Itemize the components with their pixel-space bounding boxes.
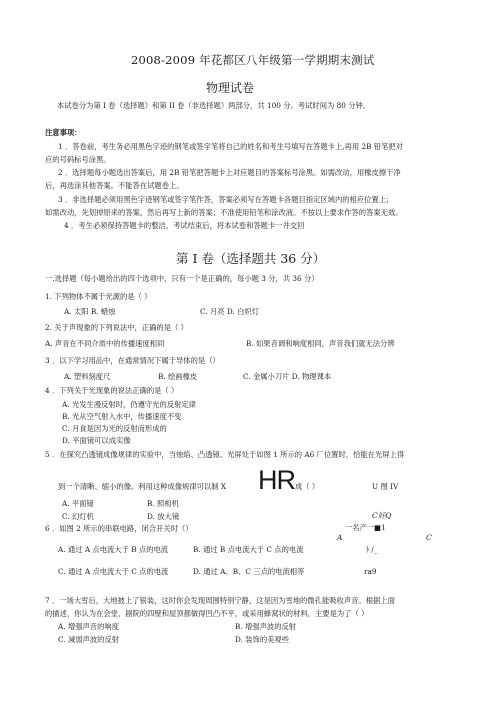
note-1-line-2: 应的号码标号涂黑。: [45, 155, 111, 164]
q4-option-c: C. 月食是因为光的反射而形成的: [62, 424, 167, 433]
q5-figure-label: U 图 IV: [372, 482, 399, 491]
q5-figure-text: C好Q: [372, 511, 392, 520]
q6-option-b: B. 通过 B 点电流大于 C 点的电流: [193, 545, 304, 554]
exam-subtitle: 物理试卷: [206, 81, 255, 95]
part-1-heading: 第 I 卷（选择题共 36 分）: [176, 251, 326, 266]
q3-option-b: B. 绘画橡皮: [158, 372, 198, 381]
q5-option-a: A. 平面镜: [62, 499, 94, 508]
q7-option-d: D. 装饰的美观些: [235, 635, 290, 644]
q7-stem-line-2: 的描述，你认为在会堂、剧院的四壁和屋顶都做得凹凸不平，或采用蜂窝状的材料，主要是为了（ ）: [45, 609, 369, 618]
q5-option-d: D. 放大镜: [147, 512, 180, 521]
q2-option-b: B. 如果音调和响度相同，声音我们就无法分辨: [246, 339, 395, 348]
q6-figure-point-a: A: [337, 533, 343, 542]
note-3-line-2: 如需改动，先划掉原来的答案，然后再写上新的答案；不准使用铅笔和涂改液。不按以上要求作答的答案无效。: [45, 208, 403, 217]
q2-stem: 2. 关于声现象的下列说法中，正确的是（ ）: [45, 323, 188, 332]
q4-option-b: B. 光从空气射入水中，传播速度不变: [62, 412, 182, 421]
q7-stem: 7 ．一场大雪后，大地披上了银装，这时你会发现周围特别宁静，这是因为雪地的微孔能吸收声音。根据上面: [45, 596, 395, 605]
q6-figure-caption: ra9: [364, 567, 377, 576]
q3-option-cd: C. 金属小刀片 D. 物理课本: [243, 372, 332, 381]
q5-option-b: B. 照相机: [147, 499, 179, 508]
q7-option-a: A. 增强声音的响度: [58, 622, 119, 631]
q5-stem-line-2: 到一个清晰、缩小的像。利用这种成像规律可以制 X: [58, 482, 227, 491]
q1-options-cd: C. 月亮 D. 白炽灯: [200, 307, 259, 316]
q2-option-a: A. 声音在不同介质中的传播速度相同: [45, 339, 165, 348]
exam-intro: 本试卷分为第 I 卷（选择题）和第 II 卷（非选择题）两部分，共 100 分。考试时间为 80 分钟。: [57, 101, 371, 110]
q6-option-d: D. 通过 A、B、C 三点的电流相等: [193, 567, 305, 576]
q1-stem: 1. 下列物体不属于光源的是（ ）: [45, 292, 152, 301]
note-2-line-1: 2 ．选择题每小题选出答案后，用 2B 铅笔把答题卡上对应题目的答案标号涂黑。如需改动，用橡皮擦干净: [58, 168, 401, 177]
q1-options-ab: A. 太阳 B. 蜡烛: [64, 307, 116, 316]
note-2-line-2: 后，再选涂其他答案。不能答在试题卷上。: [45, 181, 184, 190]
q5-option-c: C. 幻灯机: [62, 512, 94, 521]
section-instruction: 一.选择题（每小题给出的四个选项中，只有一个是正确的，每小题 3 分，共 36 分）: [45, 274, 319, 283]
q4-option-d: D. 平面镜可以成实像: [62, 436, 131, 445]
note-4: 4 ．考生必须保持答题卡的整洁，考试结束后，将本试卷和答题卡一并交回: [64, 221, 305, 230]
q7-option-c: C. 减弱声波的反射: [58, 635, 120, 644]
q6-figure-label: 一名产一■1: [345, 523, 386, 532]
q6-figure-point-c: C: [426, 533, 432, 542]
q7-option-b: B. 增强声波的反射: [235, 622, 297, 631]
q4-option-a: A. 光发生漫反射时，仍遵守光的反射定律: [62, 400, 196, 409]
q5-ocr-artifact: HR: [258, 465, 295, 495]
note-1-line-1: 1 ．答卷前，考生务必用黑色字迹的钢笔或签字笔将自己的姓名和考生号填写在答题卡上,再用 2B 铅笔把对: [58, 142, 403, 151]
exam-title: 2008-2009 年花都区八年级第一学期期末测试: [131, 53, 375, 67]
notes-heading: 注意事项：: [45, 128, 82, 137]
q3-option-a: A. 塑料刻度尺: [64, 372, 111, 381]
q3-stem: 3 ．以下学习用品中，在通常情况下属于导体的是（）: [45, 356, 220, 365]
q5-stem: 5 ．在探究凸透镜成像规律的实验中，当烛焰、凸透镜、光屏处于如图 1 所示的 A6 厂位置时，恰能在光屏上得: [45, 450, 405, 459]
q4-stem: 4 ．下列关于光现象的说法正确的是（ ）: [45, 386, 179, 395]
q6-stem: 6 ．如图 2 所示的串联电路，闭合开关时（）: [45, 524, 193, 533]
q6-figure-mark: ト/_: [364, 545, 378, 554]
note-3-line-1: 3 ．非选择题必须用黑色字迹钢笔或签字笔作答，答案必须写在答题卡各题目指定区域内的相应位置上；: [58, 195, 394, 204]
q6-option-a: A. 通过 A 点电流大于 B 点的电流: [58, 545, 169, 554]
q5-stem-line-2-end: 成（ ）: [295, 482, 320, 491]
q6-option-c: C. 通过 A 点电流大于 C 点的电流: [58, 567, 169, 576]
